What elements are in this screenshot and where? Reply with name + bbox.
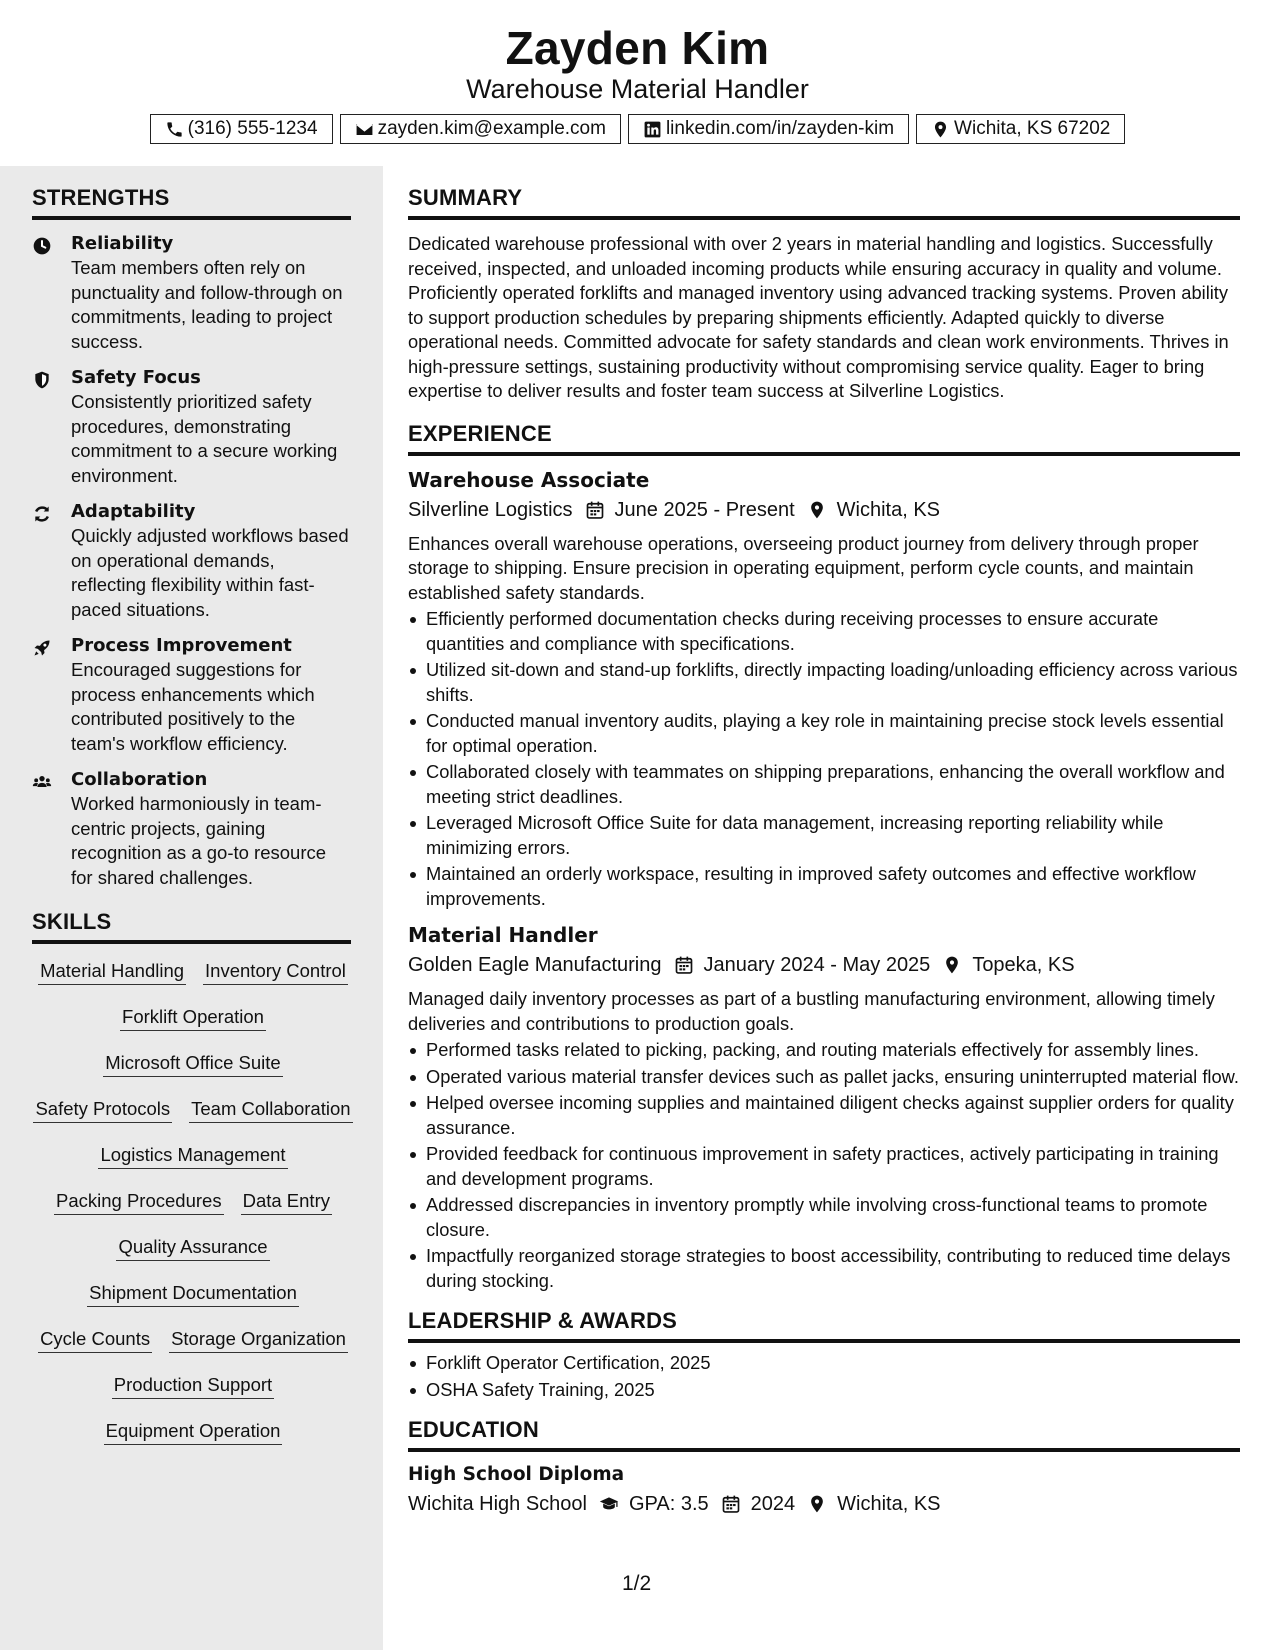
contact-linkedin[interactable] bbox=[628, 114, 909, 144]
job-bullet: Leveraged Microsoft Office Suite for data management, increasing reporting reliability while minimizing errors. bbox=[408, 811, 1240, 860]
map-pin-icon bbox=[807, 500, 827, 520]
job-bullet: Performed tasks related to picking, packing, and routing materials effectively for assembly lines. bbox=[408, 1038, 1240, 1063]
strength-item bbox=[32, 500, 351, 622]
job-meta bbox=[408, 496, 1240, 524]
job-bullet: Efficiently performed documentation checks during receiving processes to ensure accurate quantities and compliance with specifications. bbox=[408, 607, 1240, 656]
shield-icon bbox=[32, 370, 52, 390]
job-dates: June 2025 - Present bbox=[614, 498, 795, 521]
skill-tag: Safety Protocols bbox=[33, 1096, 172, 1123]
job-company: Silverline Logistics bbox=[408, 498, 573, 521]
strength-item bbox=[32, 768, 351, 890]
job-company: Golden Eagle Manufacturing bbox=[408, 954, 662, 976]
skill-tag: Forklift Operation bbox=[120, 1004, 266, 1031]
contact-linkedin-text: linkedin.com/in/zayden-kim bbox=[665, 118, 895, 139]
job-meta bbox=[408, 951, 1240, 979]
rocket-icon bbox=[32, 638, 52, 658]
strength-desc: Team members often rely on punctuality and follow-through on commitments, leading to project success. bbox=[71, 257, 343, 352]
contact-email[interactable] bbox=[340, 114, 621, 144]
job-bullet: Collaborated closely with teammates on shipping preparations, enhancing the overall workflow and meeting strict deadlines. bbox=[408, 760, 1240, 809]
job-location: Topeka, KS bbox=[972, 954, 1075, 976]
job-bullet: Impactfully reorganized storage strategies to boost accessibility, contributing to reduced time delays during stocking. bbox=[408, 1244, 1240, 1293]
degree-title: High School Diploma bbox=[408, 1464, 625, 1485]
calendar-icon bbox=[721, 1494, 741, 1514]
sidebar bbox=[0, 166, 383, 1650]
job-bullet: Conducted manual inventory audits, playing a key role in maintaining precise stock levels essential for optimal operation. bbox=[408, 709, 1240, 758]
strength-desc: Quickly adjusted workflows based on operational demands, reflecting flexibility within fast-paced situations. bbox=[71, 525, 349, 620]
job-description: Enhances overall warehouse operations, overseeing product journey from delivery through proper storage to shipping. Ensure precision in operating equipment, perform cycle counts, and maintain established safety standards. bbox=[408, 532, 1199, 603]
skills-list bbox=[32, 958, 354, 1445]
map-pin-icon bbox=[931, 120, 950, 139]
contact-phone-text: (316) 555-1234 bbox=[187, 118, 318, 139]
job-entry bbox=[408, 921, 1240, 1293]
skill-tag: Quality Assurance bbox=[116, 1234, 269, 1261]
contact-bar bbox=[0, 114, 1275, 144]
strength-title: Safety Focus bbox=[71, 367, 201, 388]
job-dates: January 2024 - May 2025 bbox=[703, 954, 931, 976]
main-column bbox=[408, 166, 1240, 1650]
contact-phone[interactable] bbox=[150, 114, 333, 144]
strength-title: Collaboration bbox=[71, 769, 208, 790]
job-bullets bbox=[408, 607, 1240, 911]
school-location: Wichita, KS bbox=[837, 1493, 941, 1515]
job-bullets bbox=[408, 1038, 1240, 1293]
job-title: Material Handler bbox=[408, 923, 598, 947]
skill-tag: Inventory Control bbox=[203, 958, 348, 985]
job-bullet: Provided feedback for continuous improvement in safety practices, actively participating in training and development programs. bbox=[408, 1142, 1240, 1191]
education-entry bbox=[408, 1462, 1240, 1518]
contact-location[interactable] bbox=[916, 114, 1125, 144]
skill-tag: Data Entry bbox=[241, 1188, 332, 1215]
resume-header bbox=[0, 0, 1275, 166]
education-heading: EDUCATION bbox=[408, 1404, 1240, 1452]
users-icon bbox=[32, 772, 52, 792]
job-bullet: Addressed discrepancies in inventory promptly while involving cross-functional teams to promote closure. bbox=[408, 1193, 1240, 1242]
calendar-icon bbox=[585, 500, 605, 520]
strength-desc: Worked harmoniously in team-centric projects, gaining recognition as a go-to resource for shared challenges. bbox=[71, 793, 327, 888]
school-name: Wichita High School bbox=[408, 1493, 587, 1515]
job-bullet: Helped oversee incoming supplies and maintained diligent checks against supplier orders for quality assurance. bbox=[408, 1091, 1240, 1140]
strength-title: Adaptability bbox=[71, 501, 196, 522]
graduation-cap-icon bbox=[599, 1494, 619, 1514]
job-bullet: Maintained an orderly workspace, resulting in improved safety outcomes and effective workflow improvements. bbox=[408, 862, 1240, 911]
contact-email-text: zayden.kim@example.com bbox=[377, 118, 606, 139]
envelope-icon bbox=[355, 120, 374, 139]
clock-icon bbox=[32, 236, 52, 256]
award-item: Forklift Operator Certification, 2025 bbox=[408, 1351, 1240, 1376]
awards-heading: LEADERSHIP & AWARDS bbox=[408, 1295, 1240, 1343]
skill-tag: Team Collaboration bbox=[189, 1096, 352, 1123]
awards-list bbox=[408, 1351, 1240, 1402]
strengths-heading: STRENGTHS bbox=[32, 166, 351, 220]
contact-location-text: Wichita, KS 67202 bbox=[954, 118, 1111, 139]
skill-tag: Equipment Operation bbox=[104, 1418, 283, 1445]
skill-tag: Material Handling bbox=[38, 958, 186, 985]
candidate-role: Warehouse Material Handler bbox=[466, 74, 809, 104]
linkedin-icon bbox=[643, 120, 662, 139]
job-title: Warehouse Associate bbox=[408, 467, 650, 492]
job-bullet: Utilized sit-down and stand-up forklifts, directly impacting loading/unloading efficiency across various shifts. bbox=[408, 658, 1240, 707]
summary-text: Dedicated warehouse professional with over 2 years in material handling and logistics. Successfully received, inspected, and unloaded incoming products while ensuring accuracy in quality and volume. Proficiently operated forklifts and managed inventory using advanced tracking systems. Proven ability to support production schedules by preparing shipments efficiently. Adapted quickly to diverse operational needs. Committed advocate for safety standards and clean work environments. Thrives in high-pressure settings, sustaining productivity without compromising service quality. Eager to bring expertise to deliver results and foster team success at Silverline Logistics. bbox=[408, 233, 1229, 401]
strength-item bbox=[32, 366, 351, 488]
skill-tag: Production Support bbox=[112, 1372, 274, 1399]
experience-heading: EXPERIENCE bbox=[408, 404, 1240, 456]
candidate-name: Zayden Kim bbox=[505, 22, 770, 74]
skill-tag: Cycle Counts bbox=[38, 1326, 152, 1353]
strength-item bbox=[32, 232, 351, 354]
summary-heading: SUMMARY bbox=[408, 166, 1240, 220]
map-pin-icon bbox=[807, 1494, 827, 1514]
map-pin-icon bbox=[942, 955, 962, 975]
strength-desc: Encouraged suggestions for process enhancements which contributed positively to the team's workflow efficiency. bbox=[71, 659, 315, 754]
skill-tag: Storage Organization bbox=[169, 1326, 348, 1353]
job-description: Managed daily inventory processes as part of a bustling manufacturing environment, allowing timely deliveries and contributions to production goals. bbox=[408, 988, 1215, 1034]
refresh-icon bbox=[32, 504, 52, 524]
skill-tag: Logistics Management bbox=[98, 1142, 287, 1169]
graduation-year: 2024 bbox=[750, 1493, 796, 1515]
award-item: OSHA Safety Training, 2025 bbox=[408, 1378, 1240, 1403]
phone-icon bbox=[165, 120, 184, 139]
skill-tag: Microsoft Office Suite bbox=[103, 1050, 282, 1077]
job-entry bbox=[408, 466, 1240, 912]
job-bullet: Operated various material transfer devices such as pallet jacks, ensuring uninterrupted material flow. bbox=[408, 1065, 1240, 1090]
page-number: 1/2 bbox=[622, 1572, 652, 1595]
strength-desc: Consistently prioritized safety procedures, demonstrating commitment to a secure working environment. bbox=[71, 391, 338, 486]
strength-title: Process Improvement bbox=[71, 635, 292, 656]
strength-title: Reliability bbox=[71, 233, 174, 254]
strengths-list bbox=[32, 232, 351, 890]
skills-heading: SKILLS bbox=[32, 902, 351, 944]
calendar-icon bbox=[674, 955, 694, 975]
strength-item bbox=[32, 634, 351, 756]
job-location: Wichita, KS bbox=[836, 498, 940, 521]
skill-tag: Packing Procedures bbox=[54, 1188, 224, 1215]
skill-tag: Shipment Documentation bbox=[87, 1280, 299, 1307]
gpa: GPA: 3.5 bbox=[628, 1493, 709, 1515]
education-meta bbox=[408, 1490, 1240, 1518]
